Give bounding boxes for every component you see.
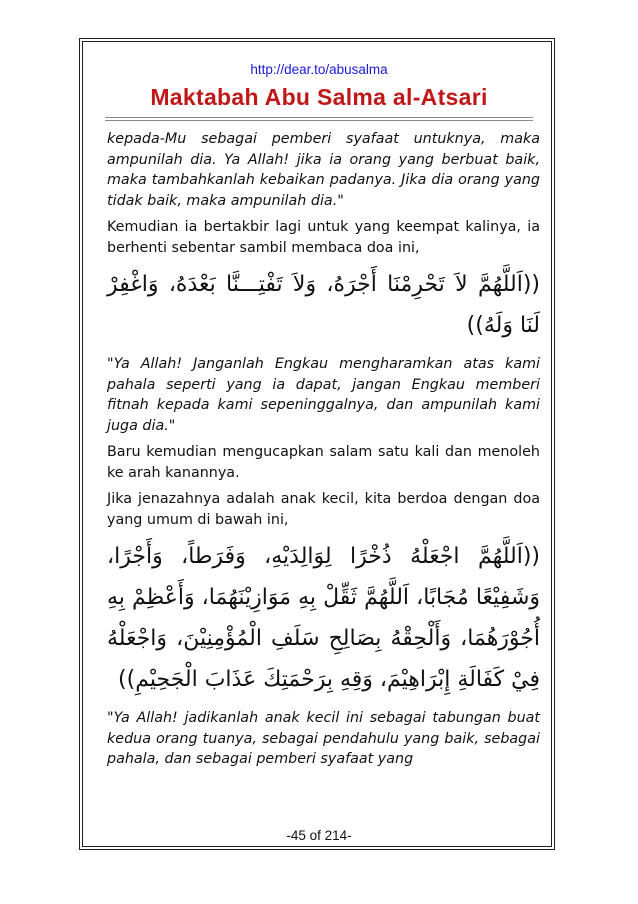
paragraph-translation-3: "Ya Allah! jadikanlah anak kecil ini sebagai tabungan buat kedua orang tuanya, sebagai pendahulu yang baik, sebagai pahala, dan sebagai pemberi syafaat yang [107,710,540,767]
paragraph-translation-1: kepada-Mu sebagai pemberi syafaat untuknya, maka ampunilah dia. Ya Allah! jika ia orang yang berbuat baik, maka tambahkanlah kebaikan padanya. Jika dia orang yang tidak baik, maka ampunilah dia." [107,131,540,209]
arabic-prayer-2: ((اَللَّهُمَّ اجْعَلْهُ ذُخْرًا لِوَالِدَيْهِ، وَفَرَطاً، وَأَجْرًا، وَشَفِيْعًا مُجَابًا، اَللَّهُمَّ ثَقِّلْ بِهِ مَوَازِيْنَهُمَا، وَأَعْظِمْ بِهِ أُجُوْرَهُمَا، وَأَلْحِقْهُ بِصَالِحِ سَلَفِ الْمُؤْمِنِيْنَ، وَاجْعَلْهُ فِيْ كَفَالَةِ إِبْرَاهِيْمَ، وَقِهِ بِرَحْمَتِكَ عَذَابَ الْجَحِيْمِ)) [107,544,540,692]
paragraph-instruction-2: Baru kemudian mengucapkan salam satu kali dan menoleh ke arah kanannya. [107,444,540,481]
paragraph-instruction-1: Kemudian ia bertakbir lagi untuk yang keempat kalinya, ia berhenti sebentar sambil membaca doa ini, [107,219,540,256]
page-number: -45 of 214- [286,828,352,843]
arabic-prayer-1: ((اَللَّهُمَّ لاَ تَحْرِمْنَا أَجْرَهُ، وَلاَ تَفْتِـــنَّا بَعْدَهُ، وَاغْفِرْ لَنَا وَلَهُ)) [107,272,540,338]
header-url-link[interactable]: http://dear.to/abusalma [250,62,388,77]
paragraph-translation-2: "Ya Allah! Janganlah Engkau mengharamkan atas kami pahala seperti yang ia dapat, jangan Engkau memberi fitnah kepada kami sepeninggalnya, dan ampunilah kami juga dia." [107,356,540,434]
title-divider [105,117,533,121]
document-body [107,129,540,776]
page-title: Maktabah Abu Salma al-Atsari [150,84,488,110]
paragraph-instruction-3: Jika jenazahnya adalah anak kecil, kita berdoa dengan doa yang umum di bawah ini, [107,491,540,528]
